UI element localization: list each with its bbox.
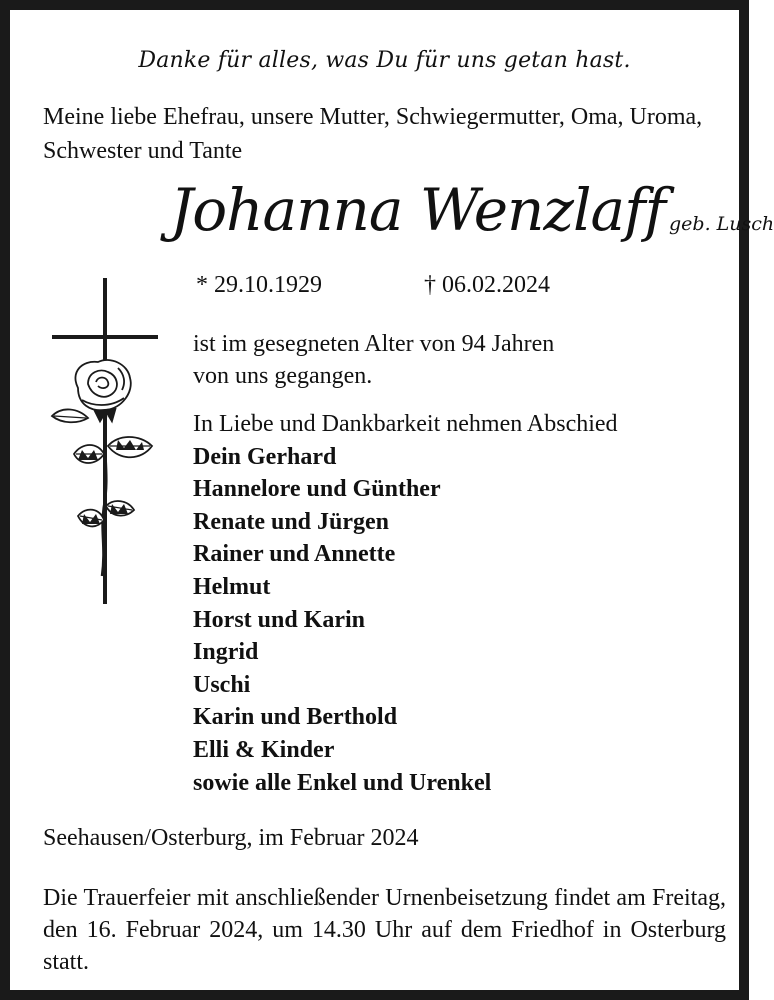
intro-text: Meine liebe Ehefrau, unsere Mutter, Schwiegermutter, Oma, Uroma, Schwester und Tante — [43, 104, 703, 164]
name-line — [170, 176, 774, 244]
death-date: † 06.02.2024 — [424, 272, 550, 298]
mourner-name: Renate und Jürgen — [193, 508, 390, 535]
mourner-name: Elli & Kinder — [193, 736, 335, 763]
maiden-name: geb. Lusch — [669, 213, 774, 235]
mourner-name: Karin und Berthold — [193, 704, 398, 731]
place-and-date: Seehausen/Osterburg, im Februar 2024 — [43, 825, 419, 851]
mourner-name: Uschi — [193, 671, 251, 698]
mourner-name: Ingrid — [193, 639, 259, 666]
mourner-name: Hannelore und Günther — [193, 476, 441, 503]
passing-line-1: ist im gesegneten Alter von 94 Jahren — [193, 331, 555, 357]
passing-line-2: von uns gegangen. — [193, 363, 373, 389]
mourner-name: Horst und Karin — [193, 606, 366, 633]
ceremony-notice: Die Trauerfeier mit anschließender Urnenbeisetzung findet am Freitag, den 16. Februar 2024, um 14.30 Uhr auf dem Friedhof in Osterburg statt. — [43, 885, 726, 975]
mourners-lead: In Liebe und Dankbarkeit nehmen Abschied — [193, 411, 618, 437]
mourner-name: sowie alle Enkel und Urenkel — [193, 769, 492, 796]
cross-with-rose-icon — [48, 276, 160, 608]
mourner-name: Dein Gerhard — [193, 443, 337, 470]
mourner-name: Helmut — [193, 573, 271, 600]
deceased-name: Johanna Wenzlaff — [170, 176, 666, 244]
quote: Danke für alles, was Du für uns getan hast. — [138, 48, 631, 73]
mourners-list — [193, 408, 733, 799]
mourner-name: Rainer und Annette — [193, 541, 396, 568]
passing-text — [193, 328, 713, 392]
birth-date: * 29.10.1929 — [196, 272, 322, 298]
